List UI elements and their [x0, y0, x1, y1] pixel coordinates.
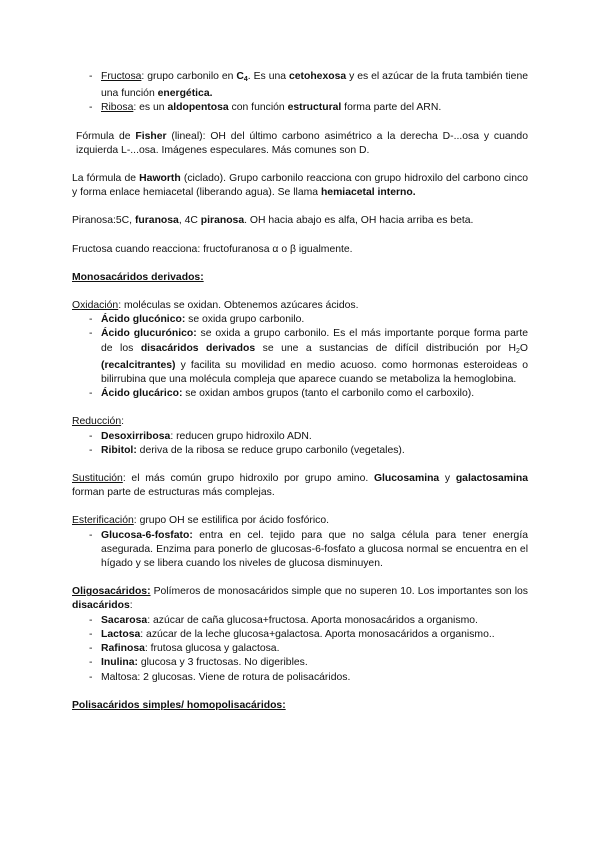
- text: y: [439, 473, 456, 485]
- text: : el más común grupo hidroxilo por grupo amino.: [122, 473, 374, 485]
- list-item: [72, 430, 528, 444]
- bullet: -: [89, 529, 93, 541]
- list-item: [72, 628, 528, 642]
- text: Piranosa:5C,: [72, 215, 135, 227]
- bullet: -: [89, 388, 93, 400]
- text: : es un: [133, 102, 168, 114]
- text: (lineal): OH del último carbono asimétrico a la derecha D-...osa y cuando izquierda L-...osa. Imágenes especulares. Más comunes son D.: [76, 130, 528, 156]
- bullet: -: [89, 643, 93, 655]
- bold-text: aldopentosa: [167, 102, 229, 114]
- list-item: [72, 642, 528, 656]
- text: glucosa y 3 fructosas. No digeribles.: [137, 657, 308, 669]
- bold-text: energética.: [157, 88, 213, 100]
- list-item: [72, 387, 528, 401]
- paragraph-haworth: [72, 172, 528, 200]
- text: deriva de la ribosa se reduce grupo carbonilo (vegetales).: [136, 444, 405, 456]
- bold-text: Ácido glucárico:: [101, 388, 183, 400]
- text: :: [129, 600, 133, 612]
- text: forman parte de estructuras más complejas.: [72, 487, 275, 499]
- bullet: -: [89, 71, 93, 82]
- esterificacion-list: [72, 529, 528, 572]
- heading-text: Monosacáridos derivados:: [72, 271, 204, 283]
- subscript: 2: [515, 347, 520, 355]
- bold-text: Rafinosa: [101, 643, 145, 655]
- list-item: [72, 529, 528, 572]
- text: O: [519, 342, 528, 354]
- text: entra en cel. tejido para que no salga célula para tener energía asegurada. Enzima para ponerlo de glucosas-6-fosfato a glucosa normal se encuentra en el hígado y se libera cuando los niveles de glucosa disminuyen.: [101, 529, 528, 570]
- bold-text: Sacarosa: [101, 614, 148, 626]
- bold-text: cetohexosa: [288, 71, 347, 82]
- term-oligosacaridos: Oligosacáridos:: [72, 586, 151, 598]
- bullet: -: [89, 444, 93, 456]
- reduccion-list: [72, 430, 528, 458]
- list-item: [72, 656, 528, 670]
- text: . Es una: [247, 71, 289, 82]
- bold-text: Glucosamina: [373, 473, 440, 485]
- bold-text: Fisher: [135, 130, 167, 142]
- text: Maltosa: 2 glucosas. Viene de rotura de polisacáridos.: [101, 671, 351, 683]
- text: y es el azúcar de la fruta también tiene una función: [101, 71, 528, 100]
- term-oxidacion: Oxidación: [72, 300, 119, 312]
- bold-text: hemiacetal interno.: [320, 187, 416, 199]
- text: : azúcar de la leche glucosa+galactosa. Aporta monosacáridos a organismo..: [140, 628, 495, 640]
- bold-text: piranosa: [200, 215, 245, 227]
- text: La fórmula de: [72, 173, 140, 185]
- text: , 4C: [178, 215, 201, 227]
- sugar-list: [72, 70, 528, 116]
- paragraph-oligosacaridos: [72, 585, 528, 613]
- paragraph-fructosa-reacciona: Fructosa cuando reacciona: fructofuranosa α o β igualmente.: [72, 243, 353, 255]
- bold-text: Ácido glucónico:: [101, 314, 186, 326]
- text: forma parte del ARN.: [341, 102, 442, 114]
- text: se oxida grupo carbonilo.: [185, 314, 305, 326]
- text: : grupo carbonilo en: [141, 71, 237, 82]
- text: :: [121, 416, 124, 428]
- disacaridos-list: [72, 614, 528, 685]
- text: Polímeros de monosacáridos simple que no superen 10. Los importantes son los: [150, 586, 528, 598]
- text: se une a sustancias de difícil distribución por H: [255, 342, 516, 354]
- term-reduccion: Reducción: [72, 416, 122, 428]
- bold-text: estructural: [287, 102, 342, 114]
- paragraph-esterificacion: [72, 514, 528, 528]
- bold-text: Lactosa: [101, 628, 141, 640]
- text: se oxida a grupo carbonilo. Es el más importante porque forma parte de los: [101, 328, 528, 354]
- bold-text: galactosamina: [455, 473, 528, 485]
- bold-text: disacáridos: [72, 600, 130, 612]
- bold-text: (recalcitrantes): [101, 359, 176, 371]
- bullet: -: [89, 430, 93, 442]
- bold-text: Haworth: [139, 173, 181, 185]
- bullet: -: [89, 102, 93, 114]
- list-item: [72, 444, 528, 458]
- bold-text: disacáridos derivados: [140, 342, 256, 354]
- bold-text: furanosa: [134, 215, 179, 227]
- list-item: [72, 614, 528, 628]
- paragraph-sustitucion: [72, 472, 528, 500]
- bullet: -: [89, 628, 93, 640]
- text: (ciclado). Grupo carbonilo reacciona con grupo hidroxilo del carbono cinco y forma enlace hemiacetal (liberando agua). Se llama: [72, 173, 528, 199]
- list-item-fructosa: [72, 70, 528, 101]
- term-esterificacion: Esterificación: [72, 515, 134, 527]
- text: . OH hacia abajo es alfa, OH hacia arriba es beta.: [244, 215, 474, 227]
- term-ribosa: Ribosa: [101, 102, 134, 114]
- oxidacion-list: [72, 313, 528, 401]
- paragraph-reduccion: [72, 415, 528, 429]
- bullet: -: [89, 614, 93, 626]
- bold-text: Desoxirribosa: [101, 430, 171, 442]
- paragraph-oxidacion: [72, 299, 528, 313]
- bold-text: Ribitol:: [101, 444, 137, 456]
- list-item: [72, 313, 528, 327]
- subscript: 4: [243, 76, 248, 83]
- list-item-ribosa: [72, 101, 528, 115]
- bullet: -: [89, 657, 93, 669]
- bullet: -: [89, 314, 93, 326]
- text: con función: [228, 102, 288, 114]
- text: : reducen grupo hidroxilo ADN.: [170, 430, 312, 442]
- section-heading-polisacaridos: [72, 699, 528, 713]
- list-item: [72, 671, 528, 685]
- text: y facilita su movilidad en medio acuoso. como hormonas esteroideas o bilirrubina que una molécula compleja que aparece cuando se metaboliza la hemoglobina.: [101, 359, 528, 386]
- bold-text: C: [236, 71, 244, 82]
- term-fructosa: Fructosa: [101, 71, 142, 82]
- bold-text: Inulina:: [101, 657, 138, 669]
- text: Fórmula de: [76, 130, 136, 142]
- text: : frutosa glucosa y galactosa.: [144, 643, 280, 655]
- bullet: -: [89, 671, 93, 683]
- text: : moléculas se oxidan. Obtenemos azúcares ácidos.: [118, 300, 359, 312]
- section-heading-monosacaridos: [72, 271, 528, 285]
- text: : azúcar de caña glucosa+fructosa. Aporta monosacáridos a organismo.: [147, 614, 478, 626]
- text: se oxidan ambos grupos (tanto el carbonilo como el carboxilo).: [182, 388, 475, 400]
- bullet: -: [89, 328, 93, 340]
- bold-text: Glucosa-6-fosfato:: [101, 529, 193, 541]
- bold-text: Ácido glucurónico:: [101, 328, 197, 340]
- heading-text: Polisacáridos simples/ homopolisacáridos:: [72, 699, 286, 711]
- list-item: [72, 327, 528, 387]
- paragraph-fisher: [72, 130, 528, 158]
- text: : grupo OH se estilifica por ácido fosfórico.: [133, 515, 329, 527]
- term-sustitucion: Sustitución: [72, 473, 123, 485]
- paragraph-piranosa: [72, 214, 528, 228]
